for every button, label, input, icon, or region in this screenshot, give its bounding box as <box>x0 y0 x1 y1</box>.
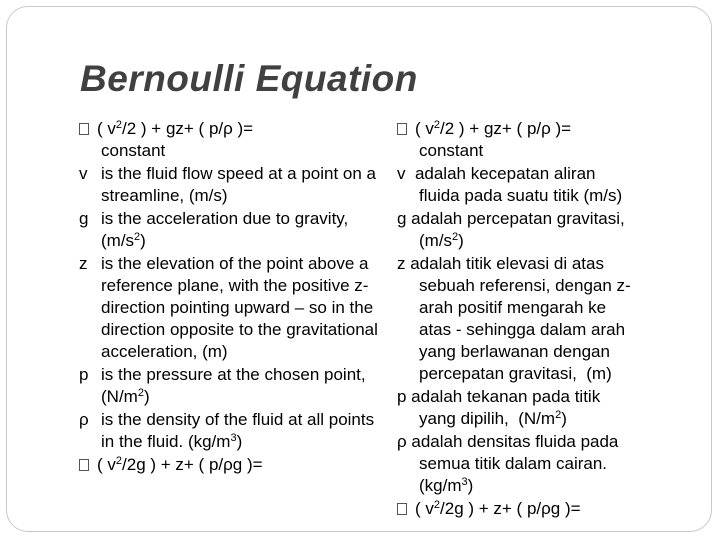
definition-rho: ρ is the density of the fluid at all points in the fluid. $(kg/m^3)$ <box>79 410 375 451</box>
definition-g: g is the acceleration due to gravity, $(m/s^2)$ <box>79 209 349 250</box>
definition-z: z adalah titik elevasi di atas sebuah referensi, dengan z- arah positif mengarah ke atas - sehingga dalam arah yang berlawanan dengan percepatan gravitasi, (m) <box>397 254 631 383</box>
definition-v: v is the fluid flow speed at a point on a streamline, (m/s) <box>79 164 377 205</box>
definition-rho: ρ adalah densitas fluida pada semua titik dalam cairan. $(kg/m^3)$ <box>397 432 619 495</box>
equation-continuation: constant <box>101 141 166 160</box>
slide-title: Bernoulli Equation <box>80 58 418 99</box>
equation-continuation: constant <box>419 141 484 160</box>
equation-line: ( $v^2/2$ ) + gz+ ( p/ρ )= constant <box>397 118 702 162</box>
equation-line-2: ( $v^2/2g$ ) + z+ ( p/ρg )= <box>397 498 702 520</box>
definition-z: z is the elevation of the point above a reference plane, with the positive z-direction pointing upward – so in the direction opposite to the gravitational acceleration, (m) <box>79 254 378 361</box>
english-column <box>79 118 379 477</box>
definition-p: p is the pressure at the chosen point, $(N/m^2)$ <box>79 365 366 406</box>
equation-line: ( $v^2/2$ ) + gz+ ( p/ρ )= constant <box>79 118 379 162</box>
bullet-box-icon <box>79 123 89 135</box>
definition-g: g adalah percepatan gravitasi, $(m/s^2)$ <box>397 209 625 250</box>
indonesian-column <box>397 118 702 521</box>
bullet-box-icon <box>79 459 89 471</box>
definition-v: v adalah kecepatan aliran fluida pada suatu titik (m/s) <box>397 164 623 205</box>
bullet-box-icon <box>397 123 407 135</box>
equation-line-2: ( $v^2/2g$ ) + z+ ( p/ρg )= <box>79 454 379 476</box>
definition-p: p adalah tekanan pada titik yang dipilih, $(N/m^2)$ <box>397 387 601 428</box>
bullet-box-icon <box>397 503 407 515</box>
